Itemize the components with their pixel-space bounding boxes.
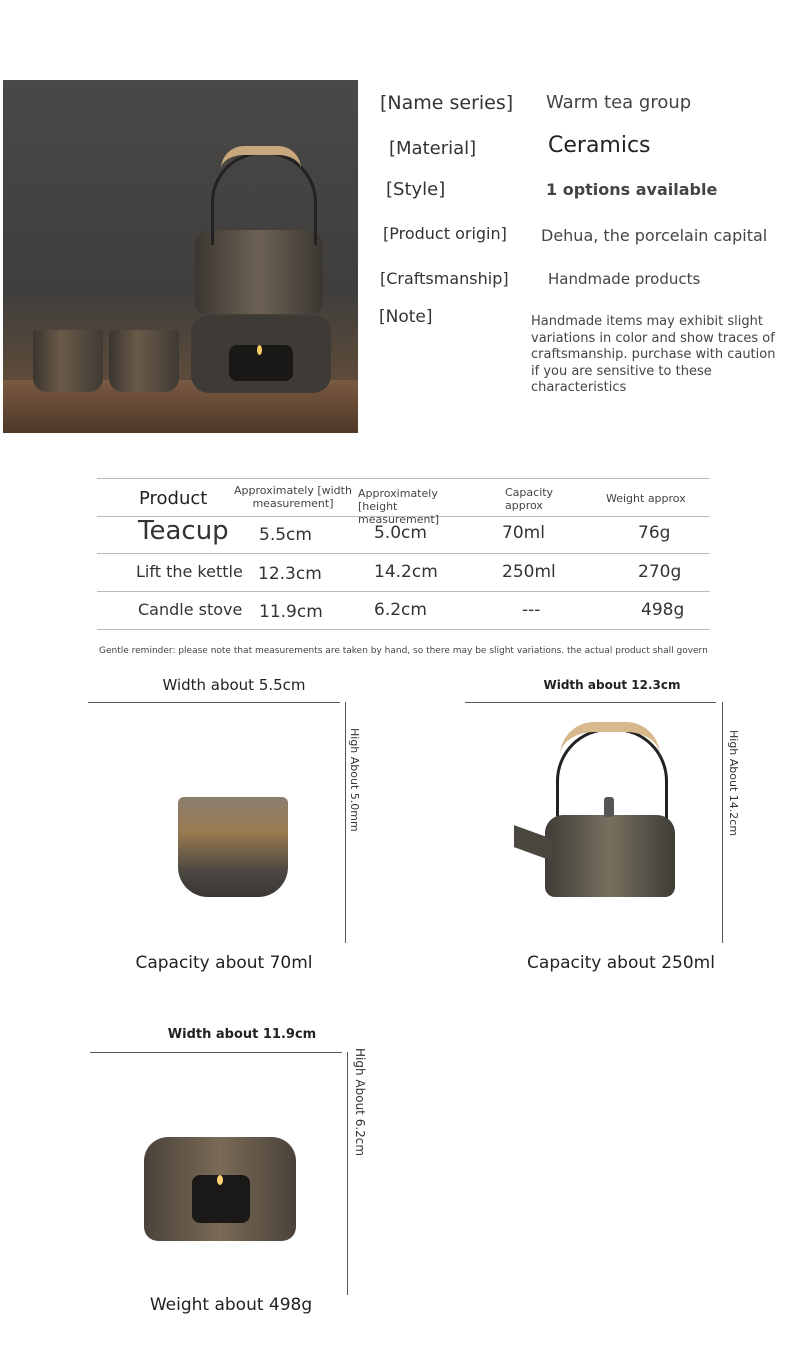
capacity-caption: Capacity about 70ml [135,953,313,973]
measurement-reminder: Gentle reminder: please note that measurements are taken by hand, so there may be slight variations. the actual product shall govern [99,646,708,656]
teacup-image [33,330,103,392]
spec-value: Warm tea group [546,92,692,113]
table-cell: 11.9cm [259,602,323,622]
spec-note: Handmade items may exhibit slight variations in color and show traces of craftsmanship. purchase with caution if you are sensitive to these characteristics [531,314,776,395]
spec-value: Dehua, the porcelain capital [541,226,768,245]
table-header: Weight approx [606,492,686,505]
width-label: Width about 12.3cm [543,678,681,692]
spec-label: [Craftsmanship] [380,269,509,288]
spec-label: [Material] [389,138,477,159]
teacup-image [109,330,179,392]
table-cell: Teacup [138,516,229,546]
table-cell: 76g [638,523,671,543]
spec-value: Handmade products [548,270,701,288]
table-cell: Candle stove [138,600,243,619]
table-cell: 70ml [502,523,545,543]
spec-value: 1 options available [546,180,718,199]
candle-stove-image [191,315,331,393]
width-label: Width about 11.9cm [167,1027,317,1042]
weight-caption: Weight about 498g [149,1295,313,1315]
table-cell: 250ml [502,562,556,582]
spec-label: [Note] [379,307,433,327]
table-cell: 270g [638,562,682,582]
teacup-image [178,797,288,897]
kettle-image [545,815,675,897]
width-label: Width about 5.5cm [162,676,306,694]
table-header: Approximately [width measurement] [234,484,352,510]
candle-stove-image [144,1137,296,1241]
height-label: High About 5.0mm [348,728,361,832]
table-header: Approximately [height measurement] [358,487,440,526]
height-label: High About 6.2cm [353,1048,367,1157]
capacity-caption: Capacity about 250ml [527,953,715,973]
table-cell: Lift the kettle [136,562,243,581]
height-label: High About 14.2cm [727,730,740,837]
table-cell: --- [522,600,541,620]
table-header: Product [139,488,208,509]
tea-set-photo [3,80,358,433]
table-cell: 5.0cm [374,523,427,543]
spec-label: [Product origin] [383,224,507,243]
table-cell: 498g [641,600,685,620]
spec-label: [Name series] [380,92,514,114]
table-cell: 12.3cm [258,564,322,584]
spec-value: Ceramics [548,133,651,158]
table-cell: 5.5cm [259,525,312,545]
table-cell: 14.2cm [374,562,438,582]
spec-label: [Style] [386,179,446,200]
table-header: Capacity approx [505,486,554,512]
table-cell: 6.2cm [374,600,427,620]
